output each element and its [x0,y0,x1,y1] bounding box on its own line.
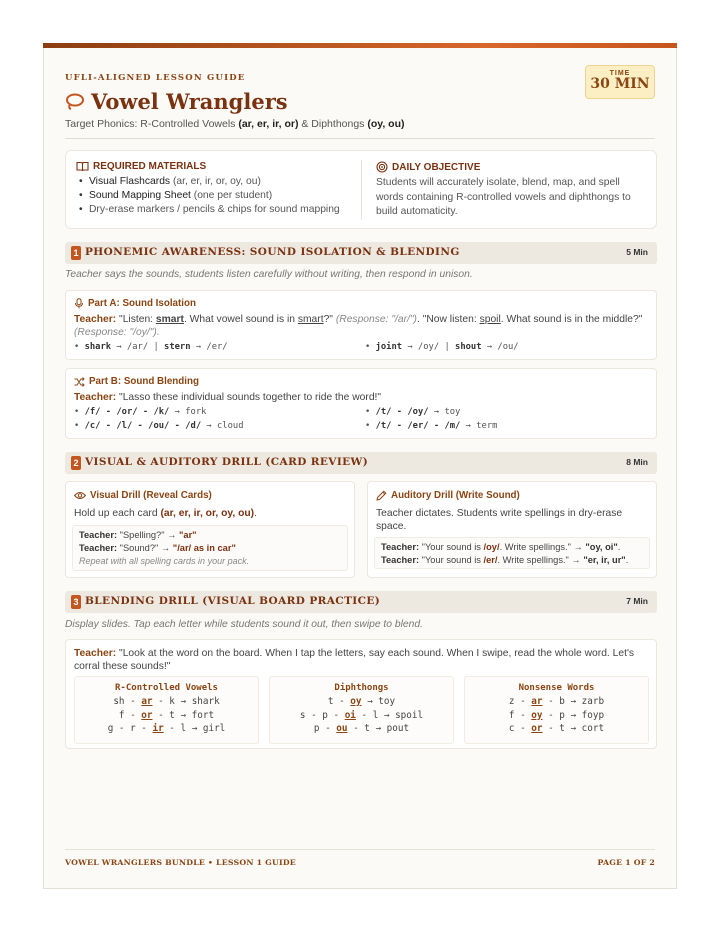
blend-row: • /t/ - /er/ - /m/ → term [365,421,498,431]
page-title [65,89,288,114]
word-column [269,676,454,744]
part-b-heading: Part B: Sound Blending [74,376,199,387]
section-title: PHONEMIC AWARENESS: SOUND ISOLATION & BLENDING [85,246,460,258]
word-columns [74,676,650,744]
word-row: t - oy → toy [327,696,396,707]
blending-script: Teacher: "Look at the word on the board. When I tap the letters, say each sound. When I swipe, read the whole word. Let's corral these sounds!" [74,648,635,672]
column-divider [361,160,362,220]
time-badge [585,65,655,99]
materials-list [76,175,340,217]
shuffle-icon [74,377,85,387]
divider [65,138,655,139]
auditory-drill-heading: Auditory Drill (Write Sound) [376,490,520,501]
section-note: Display slides. Tap each letter while students sound it out, then swipe to blend. [65,619,423,630]
section-3-header [65,591,657,613]
materials-heading: REQUIRED MATERIALS [76,161,340,172]
part-a-heading: Part A: Sound Isolation [74,298,196,309]
word-row: z - ar - b → zarb [508,696,605,707]
list-item: • Dry-erase markers / pencils & chips for sound mapping [76,203,340,217]
auditory-drill-intro: Teacher dictates. Students write spellings in dry-erase space. [376,508,623,532]
blend-row: • /t/ - /oy/ → toy [365,407,461,417]
list-item: • Visual Flashcards (ar, er, ir, or, oy, ou) [76,175,340,189]
section-note: Teacher says the sounds, students listen carefully without writing, then respond in unison. [65,269,473,280]
title-text: Vowel Wranglers [91,89,288,114]
section-number: 2 [71,456,81,470]
visual-drill-heading: Visual Drill (Reveal Cards) [74,490,212,501]
drill-line: Teacher: "Sound?" → "/ar/ as in car" [79,543,236,553]
visual-drill-box [72,525,348,571]
drill-line: Teacher: "Your sound is /er/. Write spellings." → "er, ir, ur". [381,555,629,565]
section-minutes: 8 Min [626,457,648,467]
objective-column [376,161,646,220]
part-b-script: Teacher: "Lasso these individual sounds together to ride the word!" [74,392,382,403]
blend-row: • /c/ - /l/ - /ou/ - /d/ → cloud [74,421,244,431]
visual-drill-card [65,481,355,578]
auditory-drill-box [374,537,650,569]
word-row: sh - ar - k → shark [113,696,220,707]
word-row: g - r - ir - l → girl [107,723,226,734]
objective-heading: DAILY OBJECTIVE [376,161,646,173]
part-b-card [65,368,657,439]
section-number: 3 [71,595,81,609]
word-row: f - oy - p → foyp [508,709,605,721]
part-a-left-examples: • shark → /ar/ | stern → /er/ [74,342,228,352]
section-minutes: 5 Min [626,247,648,257]
subtitle: Target Phonics: R-Controlled Vowels (ar, er, ir, or) & Diphthongs (oy, ou) [65,118,405,130]
column-heading: Diphthongs [334,683,389,693]
footer [65,858,655,867]
drill-line: Teacher: "Your sound is /oy/. Write spellings." → "oy, oi". [381,542,621,552]
drill-line: Teacher: "Spelling?" → "ar" [79,530,197,540]
page-number: PAGE 1 OF 2 [597,858,655,867]
part-a-script: Teacher: "Listen: smart. What vowel sound is in smart?" (Response: "/ar/"). "Now listen: spoil. What sound is in the middle?" (Response: "/oy/"). [74,314,643,338]
section-title: BLENDING DRILL (VISUAL BOARD PRACTICE) [85,595,381,607]
target-icon [376,161,388,173]
auditory-drill-card [367,481,657,578]
eye-icon [74,491,86,500]
part-a-card [65,290,657,360]
drill-note: Repeat with all spelling cards in your pack. [79,556,250,566]
footer-divider [65,849,655,850]
time-value: 30 MIN [590,76,650,92]
column-heading: R-Controlled Vowels [115,683,218,693]
section-2-header [65,452,657,474]
lesson-page [43,43,677,889]
section-minutes: 7 Min [626,596,648,606]
section-title: VISUAL & AUDITORY DRILL (CARD REVIEW) [85,456,369,468]
materials-column [76,161,340,217]
word-row: s - p - oi - l → spoil [299,709,424,721]
time-label: TIME [609,70,631,77]
blending-board-card [65,639,657,749]
objective-text: Students will accurately isolate, blend, map, and spell words containing R-controlled vowels and diphthongs to build automaticity. [376,177,631,217]
word-row: f - or - t → fort [118,709,215,721]
column-heading: Nonsense Words [518,683,595,693]
visual-drill-intro: Hold up each card (ar, er, ir, or, oy, ou). [74,508,257,519]
footer-left: VOWEL WRANGLERS BUNDLE • LESSON 1 GUIDE [65,858,296,867]
section-1-header [65,242,657,264]
word-column [464,676,649,744]
eyebrow: UFLI-ALIGNED LESSON GUIDE [65,73,246,83]
word-row: p - ou - t → pout [313,723,410,734]
book-icon [76,161,89,172]
list-item: • Sound Mapping Sheet (one per student) [76,189,340,203]
word-row: c - or - t → cort [508,723,605,734]
accent-bar [43,43,677,48]
pencil-icon [376,490,387,501]
blend-row: • /f/ - /or/ - /k/ → fork [74,407,207,417]
word-column [74,676,259,744]
part-a-right-examples: • joint → /oy/ | shout → /ou/ [365,342,519,352]
materials-card [65,150,657,229]
lasso-icon [65,93,85,111]
microphone-icon [74,298,84,309]
section-number: 1 [71,246,81,260]
